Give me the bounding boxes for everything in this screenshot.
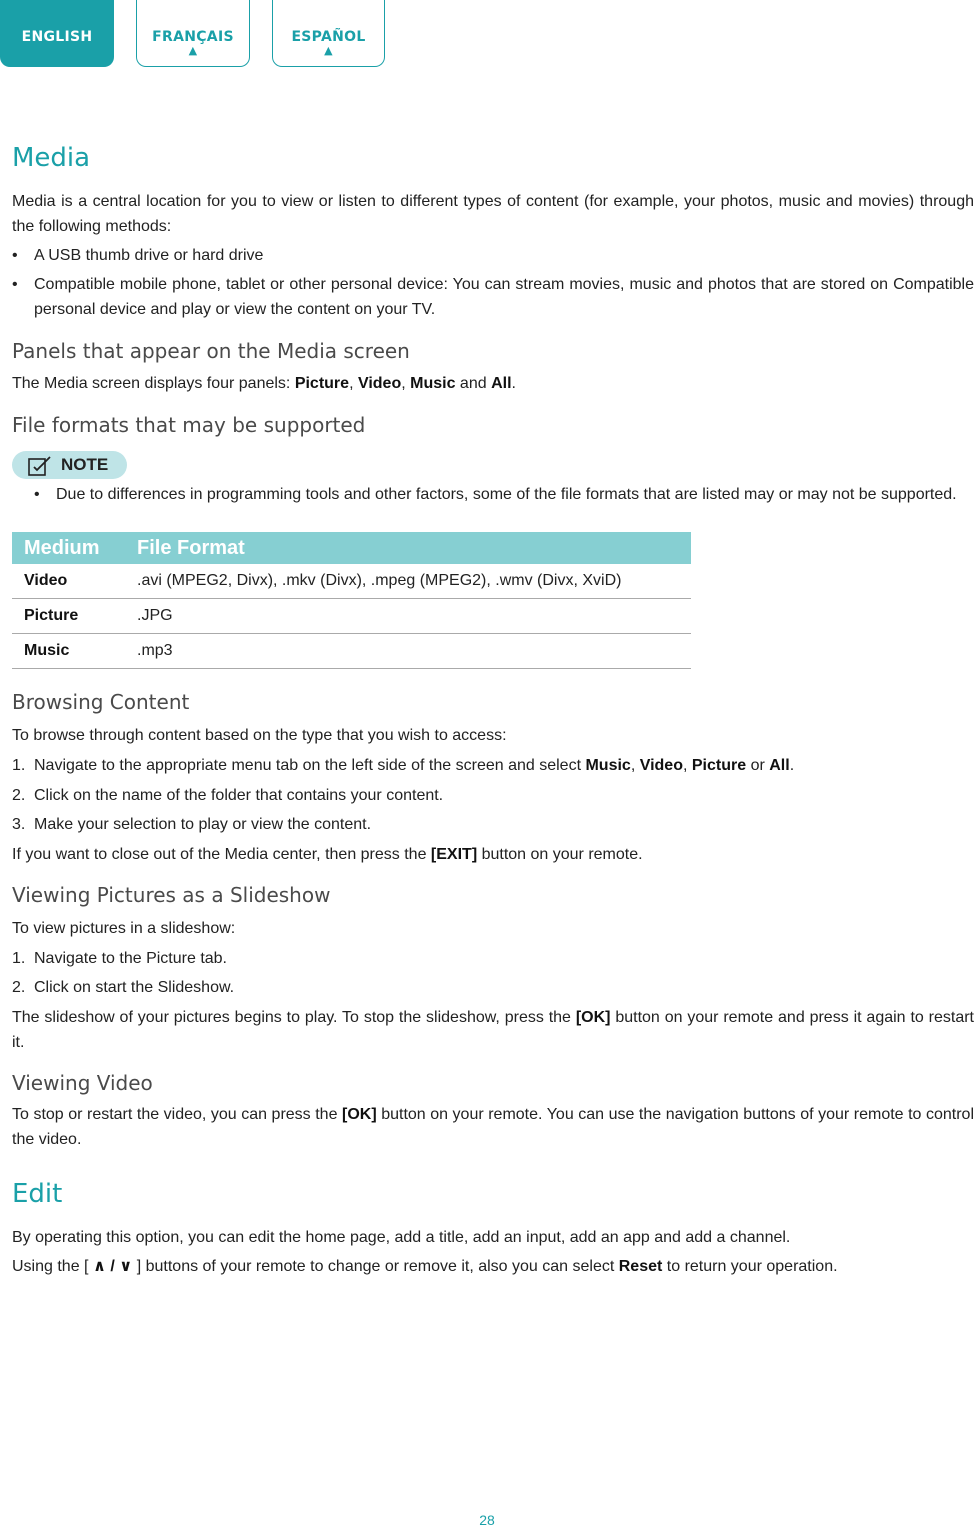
list-item-text: Navigate to the Picture tab. bbox=[34, 950, 227, 967]
format-cell: .mp3 bbox=[125, 634, 691, 669]
tab-espanol-label: ESPAÑOL bbox=[291, 29, 366, 45]
step-number: 1. bbox=[12, 757, 26, 774]
bullet-marker: • bbox=[12, 276, 18, 293]
panels-heading: Panels that appear on the Media screen bbox=[12, 339, 410, 363]
medium-cell: Picture bbox=[12, 599, 125, 634]
list-item-text: Click on start the Slideshow. bbox=[34, 979, 235, 996]
formats-heading: File formats that may be supported bbox=[12, 413, 366, 437]
format-cell: .avi (MPEG2, Divx), .mkv (Divx), .mpeg (MPEG2), .wmv (Divx, XviD) bbox=[125, 564, 691, 599]
note-text: Due to differences in programming tools and other factors, some of the file formats that are listed may or may not be supported. bbox=[56, 486, 957, 503]
list-item bbox=[12, 272, 974, 322]
format-cell: .JPG bbox=[125, 599, 691, 634]
video-heading: Viewing Video bbox=[12, 1071, 153, 1095]
step-number: 2. bbox=[12, 979, 26, 996]
table-header-row bbox=[12, 532, 691, 564]
browsing-heading: Browsing Content bbox=[12, 690, 190, 714]
list-item bbox=[12, 243, 974, 268]
table-row bbox=[12, 634, 691, 669]
browsing-exit-text: If you want to close out of the Media center, then press the [EXIT] button on your remote. bbox=[12, 846, 643, 863]
slideshow-intro: To view pictures in a slideshow: bbox=[12, 920, 236, 937]
bullet-marker: • bbox=[34, 486, 40, 503]
list-item-text: Navigate to the appropriate menu tab on the left side of the screen and select Music, Video, Picture or All. bbox=[34, 757, 795, 774]
list-item bbox=[12, 783, 974, 808]
media-intro: Media is a central location for you to view or listen to different types of content (for example, your photos, music and movies) through the following methods: bbox=[12, 193, 974, 235]
list-item bbox=[12, 946, 974, 971]
note-badge bbox=[12, 451, 127, 479]
step-number: 2. bbox=[12, 787, 26, 804]
bullet-marker: • bbox=[12, 247, 18, 264]
triangle-up-icon: ▲ bbox=[324, 44, 333, 57]
edit-title: Edit bbox=[12, 1179, 63, 1209]
column-header: File Format bbox=[125, 532, 691, 564]
list-item bbox=[12, 975, 974, 1000]
step-number: 3. bbox=[12, 816, 26, 833]
edit-text: By operating this option, you can edit the home page, add a title, add an input, add an app and add a channel. bbox=[12, 1229, 791, 1246]
list-item-text: Compatible mobile phone, tablet or other personal device: You can stream movies, music and photos that are stored on Compatible personal device and play or view the content on your TV. bbox=[34, 276, 974, 318]
list-item bbox=[34, 482, 974, 507]
browsing-intro: To browse through content based on the type that you wish to access: bbox=[12, 727, 507, 744]
list-item bbox=[12, 753, 974, 778]
slideshow-heading: Viewing Pictures as a Slideshow bbox=[12, 883, 331, 907]
panels-text: The Media screen displays four panels: Picture, Video, Music and All. bbox=[12, 375, 516, 392]
tab-english[interactable] bbox=[0, 0, 114, 67]
media-title: Media bbox=[12, 143, 91, 173]
slideshow-text: The slideshow of your pictures begins to play. To stop the slideshow, press the [OK] button on your remote and press it again to restart it. bbox=[12, 1009, 974, 1051]
tab-francais-label: FRANÇAIS bbox=[152, 29, 234, 45]
tab-francais[interactable] bbox=[136, 0, 250, 67]
note-label: NOTE bbox=[61, 455, 109, 474]
medium-cell: Video bbox=[12, 564, 125, 599]
list-item-text: Click on the name of the folder that contains your content. bbox=[34, 787, 444, 804]
table-row bbox=[12, 599, 691, 634]
triangle-up-icon: ▲ bbox=[188, 44, 198, 57]
table-row bbox=[12, 564, 691, 599]
step-number: 1. bbox=[12, 950, 26, 967]
edit-note-icon bbox=[28, 455, 54, 477]
list-item-text: A USB thumb drive or hard drive bbox=[34, 247, 264, 264]
medium-cell: Music bbox=[12, 634, 125, 669]
edit-text-buttons: Using the [ ∧ / ∨ ] buttons of your remote to change or remove it, also you can select Reset to return your operation. bbox=[12, 1258, 838, 1275]
page-number: 28 bbox=[479, 1512, 495, 1528]
list-item bbox=[12, 812, 974, 837]
tab-espanol[interactable] bbox=[272, 0, 385, 67]
video-text: To stop or restart the video, you can press the [OK] button on your remote. You can use the navigation buttons of your remote to control the video. bbox=[12, 1106, 974, 1148]
file-format-table bbox=[12, 532, 691, 669]
list-item-text: Make your selection to play or view the content. bbox=[34, 816, 372, 833]
column-header: Medium bbox=[12, 532, 125, 564]
tab-english-label: ENGLISH bbox=[21, 29, 93, 45]
